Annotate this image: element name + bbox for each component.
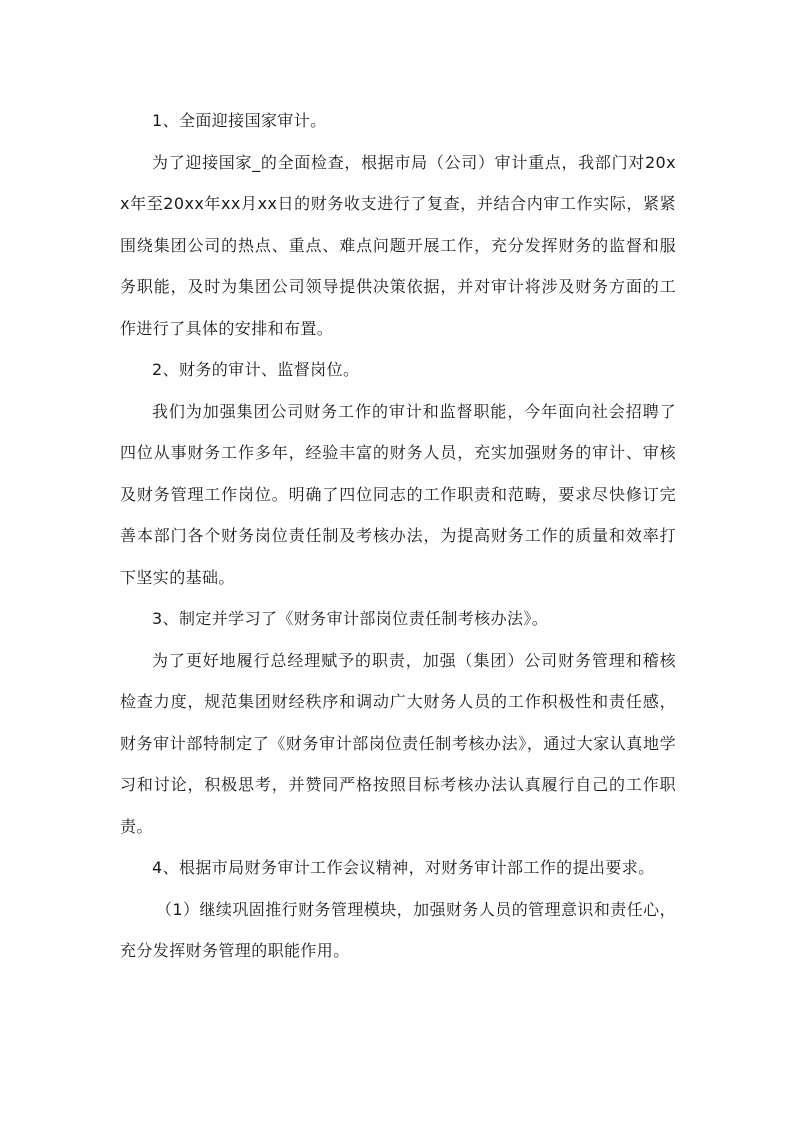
section-heading-4: 4、根据市局财务审计工作会议精神，对财务审计部工作的提出要求。 — [152, 858, 655, 877]
document-body — [120, 100, 676, 972]
section-heading-3: 3、制定并学习了《财务审计部岗位责任制考核办法》。 — [152, 609, 549, 628]
paragraph-assessment-method: 为了更好地履行总经理赋予的职责，加强（集团）公司财务管理和稽核检查力度，规范集团财经秩序和调动广大财务人员的工作积极性和责任感，财务审计部特制定了《财务审计部岗位责任制考核办法》，通过大家认真地学习和讨论，积极思考，并赞同严格按照目标考核办法认真履行自己的工作职责。 — [120, 650, 676, 836]
section-heading-2: 2、财务的审计、监督岗位。 — [152, 360, 360, 379]
section-heading-1: 1、全面迎接国家审计。 — [152, 111, 327, 130]
sub-item-1: （1）继续巩固推行财务管理模块，加强财务人员的管理意识和责任心，充分发挥财务管理的职能作用。 — [120, 899, 676, 960]
paragraph-national-audit: 为了迎接国家_的全面检查，根据市局（公司）审计重点，我部门对20xx年至20xx年xx月xx日的财务收支进行了复查，并结合内审工作实际，紧紧围绕集团公司的热点、重点、难点问题开展工作，充分发挥财务的监督和服务职能，及时为集团公司领导提供决策依据，并对审计将涉及财务方面的工作进行了具体的安排和布置。 — [120, 152, 676, 338]
paragraph-audit-positions: 我们为加强集团公司财务工作的审计和监督职能，今年面向社会招聘了四位从事财务工作多年，经验丰富的财务人员，充实加强财务的审计、审核及财务管理工作岗位。明确了四位同志的工作职责和范畴，要求尽快修订完善本部门各个财务岗位责任制及考核办法，为提高财务工作的质量和效率打下坚实的基础。 — [120, 401, 676, 587]
